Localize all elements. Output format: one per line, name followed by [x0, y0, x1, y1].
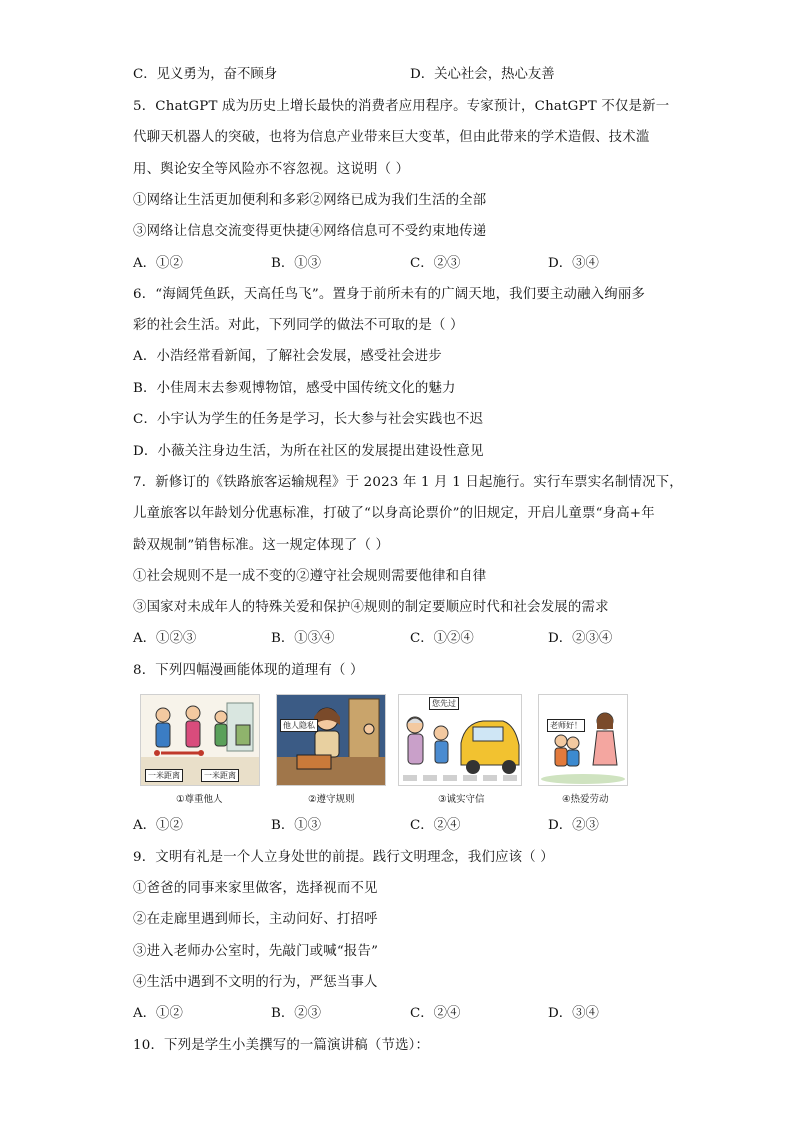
q6-option-b: B．小佳周末去参观博物馆，感受中国传统文化的魅力 [133, 381, 456, 396]
q5-option-c: C．②③ [410, 256, 461, 271]
q9-option-a: A．①② [133, 1006, 183, 1021]
comic-caption-2: ②遵守规则 [308, 794, 355, 805]
comic-caption-1: ①尊重他人 [176, 794, 223, 805]
q8-comic-strip [140, 694, 630, 808]
q5-stem-line-2: 代聊天机器人的突破，也将为信息产业带来巨大变革，但由此带来的学术造假、技术滥 [133, 130, 650, 145]
q7-item-line-1: ①社会规则不是一成不变的②遵守社会规则需要他律和自律 [133, 569, 487, 584]
q5-item-line-2: ③网络让信息交流变得更快捷④网络信息可不受约束地传递 [133, 224, 487, 239]
q9-item-1: ①爸爸的同事来家里做客，选择视而不见 [133, 881, 378, 896]
comic-sign-privacy: 他人隐私 [280, 719, 318, 732]
q7-option-d: D．②③④ [548, 631, 613, 646]
comic-speech-hello-teacher: 老师好！ [547, 719, 585, 732]
q8-option-d: D．②③ [548, 818, 599, 833]
q7-item-line-2: ③国家对未成年人的特殊关爱和保护④规则的制定要顺应时代和社会发展的需求 [133, 600, 609, 615]
comic-illustration-greeting [539, 695, 627, 785]
comic-illustration-privacy [277, 695, 385, 785]
comic-illustration-crosswalk [399, 695, 521, 785]
q6-option-d: D．小薇关注身边生活，为所在社区的发展提出建设性意见 [133, 444, 484, 459]
q6-option-a: A．小浩经常看新闻，了解社会发展，感受社会进步 [133, 349, 442, 364]
q7-stem-line-2: 儿童旅客以年龄划分优惠标准，打破了“以身高论票价”的旧规定，开启儿童票“身高+年 [133, 506, 655, 521]
comic-panel-honesty [398, 694, 522, 786]
comic-caption-3: ③诚实守信 [438, 794, 485, 805]
q6-stem-line-2: 彩的社会生活。对此，下列同学的做法不可取的是（ ） [133, 318, 464, 333]
comic-panel-labor [538, 694, 628, 786]
q10-stem: 10．下列是学生小美撰写的一篇演讲稿（节选）： [133, 1038, 430, 1053]
comic-sign-distance-2: 一米距离 [201, 769, 239, 782]
q7-stem-line-1: 7．新修订的《铁路旅客运输规程》于 2023 年 1 月 1 日起施行。实行车票实名制情况下， [133, 475, 683, 490]
q7-stem-line-3: 龄双规制”销售标准。这一规定体现了（ ） [133, 538, 390, 553]
q9-item-3: ③进入老师办公室时，先敲门或喊“报告” [133, 944, 379, 959]
q8-option-c: C．②④ [410, 818, 461, 833]
q7-option-c: C．①②④ [410, 631, 474, 646]
comic-speech-after-you: 您先过 [429, 697, 459, 710]
comic-sign-distance-1: 一米距离 [145, 769, 183, 782]
q5-stem-line-1: 5．ChatGPT 成为历史上增长最快的消费者应用程序。专家预计，ChatGPT 不仅是新一 [133, 99, 670, 114]
q9-item-2: ②在走廊里遇到师长，主动问好、打招呼 [133, 912, 378, 927]
comic-caption-4: ④热爱劳动 [562, 794, 609, 805]
q9-stem: 9．文明有礼是一个人立身处世的前提。践行文明理念，我们应该（ ） [133, 850, 554, 865]
q9-option-d: D．③④ [548, 1006, 599, 1021]
q5-stem-line-3: 用、舆论安全等风险亦不容忽视。这说明（ ） [133, 162, 410, 177]
q6-stem-line-1: 6．“海阔凭鱼跃，天高任鸟飞”。置身于前所未有的广阔天地，我们要主动融入绚丽多 [133, 287, 646, 302]
q8-option-b: B．①③ [271, 818, 322, 833]
q4-option-d: D．关心社会，热心友善 [410, 67, 555, 82]
q8-stem: 8．下列四幅漫画能体现的道理有（ ） [133, 663, 364, 678]
q5-option-b: B．①③ [271, 256, 322, 271]
q9-option-b: B．②③ [271, 1006, 322, 1021]
q9-item-4: ④生活中遇到不文明的行为，严惩当事人 [133, 975, 378, 990]
q7-option-a: A．①②③ [133, 631, 197, 646]
q5-option-d: D．③④ [548, 256, 599, 271]
q9-option-c: C．②④ [410, 1006, 461, 1021]
q4-option-c: C．见义勇为，奋不顾身 [133, 67, 278, 82]
q5-item-line-1: ①网络让生活更加便利和多彩②网络已成为我们生活的全部 [133, 193, 487, 208]
comic-panel-respect [140, 694, 260, 786]
q8-option-a: A．①② [133, 818, 183, 833]
q7-option-b: B．①③④ [271, 631, 335, 646]
q6-option-c: C．小宇认为学生的任务是学习，长大参与社会实践也不迟 [133, 412, 484, 427]
q5-option-a: A．①② [133, 256, 183, 271]
comic-panel-rules [276, 694, 386, 786]
